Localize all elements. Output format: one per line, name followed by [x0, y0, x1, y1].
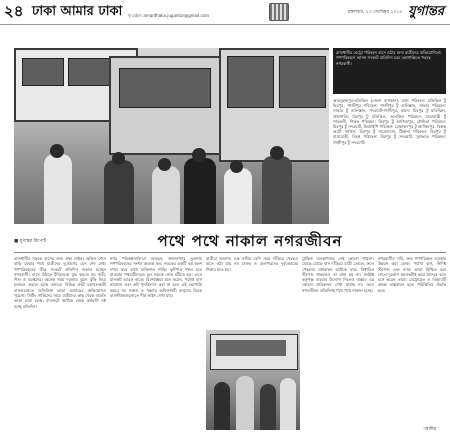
- main-photo: [14, 48, 329, 224]
- article-column: ট্রাফিক ব্যবস্থাপনায় নেই কোনো শৃঙ্খলা। মোড়ে মোড়ে বাস দাঁড়িয়ে যাত্রী তোলে, ফলে পেছনের যানবাহন আটকে যায়। নির্ধারিত স্টপেজ থাকলেও তা মানা হয় না। সংশ্লিষ্ট কর্তৃপক্ষ বারবার উদ্যোগ নিলেও বাস্তবে এর কোনো প্রতিফলন দেখা যাচ্ছে না। ফলে নগরজীবন প্রতিদিনই পথে পথে নাকাল হচ্ছে।: [302, 256, 374, 293]
- secondary-photo: [206, 330, 300, 430]
- photo-caption: রাজধানীর মেট্রো পরিবহন বাসে ওঠার জন্য যাত্রীদের প্রতিযোগিতা। গণপরিবহনে আসন সংকটে প্রতিদিন চরম ভোগান্তিতে পড়ছে নগরবাসী।: [333, 48, 446, 94]
- divider: [14, 252, 446, 253]
- route-list-text: আবদুল্লাহপুর-মতিঝিল (জেলা বাসস্থান), রজা পরিবহন: মতিঝিল টু মিরপুর, গাজীপুর পরিবহন: গাজীপুর টু গুলিস্তান, সাভার পরিবহন: সাভার টু গুলিস্তান, সদরঘাট-গাজীপুর, বাহন: মিরপুর টু মতিঝিল, প্রজাপতি: মিরপুর টু মতিঝিল, তানজিল পরিবহন: যাত্রাবাড়ী টু গাবতলী, শিকড় পরিবহন: মিরপুর টু আজিমপুর, মৌমিতা পরিবহন: মিরপুর টু সদরঘাট, ভিআইপি পরিবহন: মোহাম্মদপুর টু আজিমপুর, বিকল্প অটো সার্ভিস: মিরপুর টু সায়েদাবাদ, ঠিকানা পরিবহন: মিরপুর টু যাত্রাবাড়ী, বিহঙ্গ পরিবহন: মিরপুর টু সদরঘাট, সুপ্রভাত পরিবহন: গাজীপুর টু সদরঘাট।: [333, 98, 446, 145]
- photographer-initials: -আমির: [423, 427, 437, 432]
- newspaper-logo: যুগান্তর: [408, 3, 444, 19]
- crowd-image: [34, 138, 314, 224]
- article-column: রাজধানীর সড়কে বাসের জন্য লম্বা লাইন। অফিস শেষে বাড়ি ফেরার পথে যাত্রীদের দুর্ভোগের যেন শেষ নেই। গণপরিবহনের তীব্র সংকটে প্রতিদিন নাকাল হচ্ছেন নগরবাসী। বাসে উঠতে রীতিমতো যুদ্ধ করতে হয় নারী, শিশু ও বয়স্কদের। অনেক সময় দরজায় ঝুলে ঝুঁকি নিয়ে চলাচল করতে হচ্ছে তাদের। বিভিন্ন রুটে চলাচলকারী বাসগুলোতে অতিরিক্ত ভাড়া আদায়ের অভিযোগও পুরনো। সিটিং সার্ভিসের নামে যাত্রীদের কাছ থেকে বাড়তি ভাড়া নেয়া হচ্ছে। যানজটে আটকে থেকে কর্মঘণ্টা নষ্ট হচ্ছে প্রতিদিন।: [14, 256, 106, 309]
- article-column: যাত্রীরা জানান, এক ঘণ্টার বেশি সময় দাঁড়িয়ে থেকেও বাসে ওঠা যায় না। চালক ও হেলপারদের দুর্ব্যবহারের শিকার হতে হয়।: [206, 256, 298, 272]
- city-crest-icon: [269, 3, 289, 21]
- dateline: মঙ্গলবার, ২৩ সেপ্টেম্বর ২০১৪: [347, 9, 403, 15]
- article-column: নগর পরিকল্পনাবিদরা বলছেন, জনসংখ্যার তুলনায় গণপরিবহনের সংখ্যা অত্যন্ত কম। সড়কের একটি বড় অংশ দখল করে রাখে ব্যক্তিগত গাড়ি। ফুটপাত দখল হয়ে যাওয়ায় পথচারীদেরও মূল সড়কে নেমে হাঁটতে হয়। এতে যানজট আরও বাড়ে। বিশেষজ্ঞরা মনে করেন, পর্যাপ্ত বাস নামানো এবং রুট পুনর্বিন্যাস করা না হলে এই ভোগান্তি কমবে না। সকাল ও সন্ধ্যায় অফিসগামী মানুষের ভিড়ে বাসস্ট্যান্ডগুলোতে দীর্ঘ লাইন দেখা যায়।: [110, 256, 202, 299]
- article-headline: পথে পথে নাকাল নগরজীবন: [157, 232, 343, 250]
- article-column: নগরবাসীর দাবি, দ্রুত গণপরিবহন ব্যবস্থার উন্নয়ন করা হোক। পর্যাপ্ত বাস, নির্দিষ্ট স্টপেজ এবং ন্যায্য ভাড়া নিশ্চিত করা গেলে দুর্ভোগ অনেকটাই কমে আসবে বলে মনে করেন তারা। মেট্রোরেল ও বিআরটি প্রকল্প বাস্তবায়ন হলে পরিস্থিতির উন্নতি হবে।: [378, 256, 446, 293]
- reporter-credit: ■ যুগান্তর রিপোর্ট: [14, 239, 46, 244]
- page-number: ২৪: [4, 1, 24, 20]
- section-title: ঢাকা আমার ঢাকা: [32, 3, 123, 19]
- masthead: [0, 0, 450, 25]
- section-email: ই-মেইল: amardhaka.jugantor@gmail.com: [128, 12, 210, 18]
